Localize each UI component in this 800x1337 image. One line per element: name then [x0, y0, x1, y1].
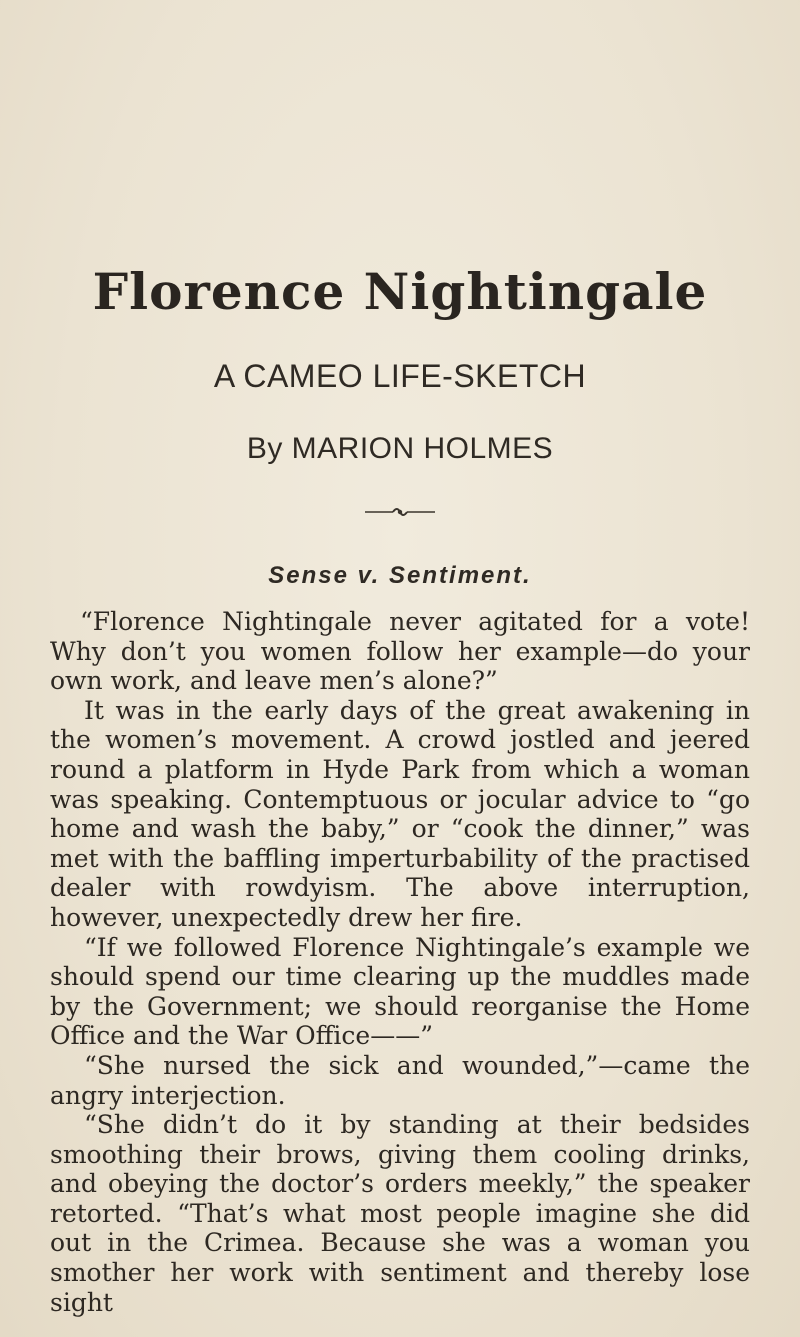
author-byline: By MARION HOLMES: [246, 432, 554, 465]
page-title: Florence Nightingale: [92, 262, 708, 321]
paragraph: “Florence Nightingale never agitated for a vote! Why don’t you women follow her example—do your own work, and leave men’s alone?”: [50, 607, 750, 696]
paragraph: “She didn’t do it by standing at their bedsides smoothing their brows, giving them cooling drinks, and obeying the doctor’s orders meekly,” the speaker retorted. “That’s what most people imagine she did out in the Crimea. Because she was a woman you smother her work with sentiment and thereby lose sight: [50, 1110, 750, 1317]
page-subtitle: A CAMEO LIFE-SKETCH: [213, 358, 587, 394]
divider-ornament-icon: [363, 505, 437, 519]
section-heading: Sense v. Sentiment.: [268, 562, 532, 589]
body-text: [50, 607, 750, 1317]
paragraph: “She nursed the sick and wounded,”—came the angry interjection.: [50, 1050, 750, 1110]
paragraph: It was in the early days of the great awakening in the women’s movement. A crowd jostled and jeered round a platform in Hyde Park from which a woman was speaking. Contemptuous or jocular advice to “go home and wash the baby,” or “cook the dinner,” was met with the baffling imperturbability of the practised dealer with rowdyism. The above interruption, however, unexpectedly drew her fire.: [50, 695, 750, 932]
paragraph: “If we followed Florence Nightingale’s example we should spend our time clearing up the muddles made by the Government; we should reorganise the Home Office and the War Office——”: [50, 932, 750, 1051]
